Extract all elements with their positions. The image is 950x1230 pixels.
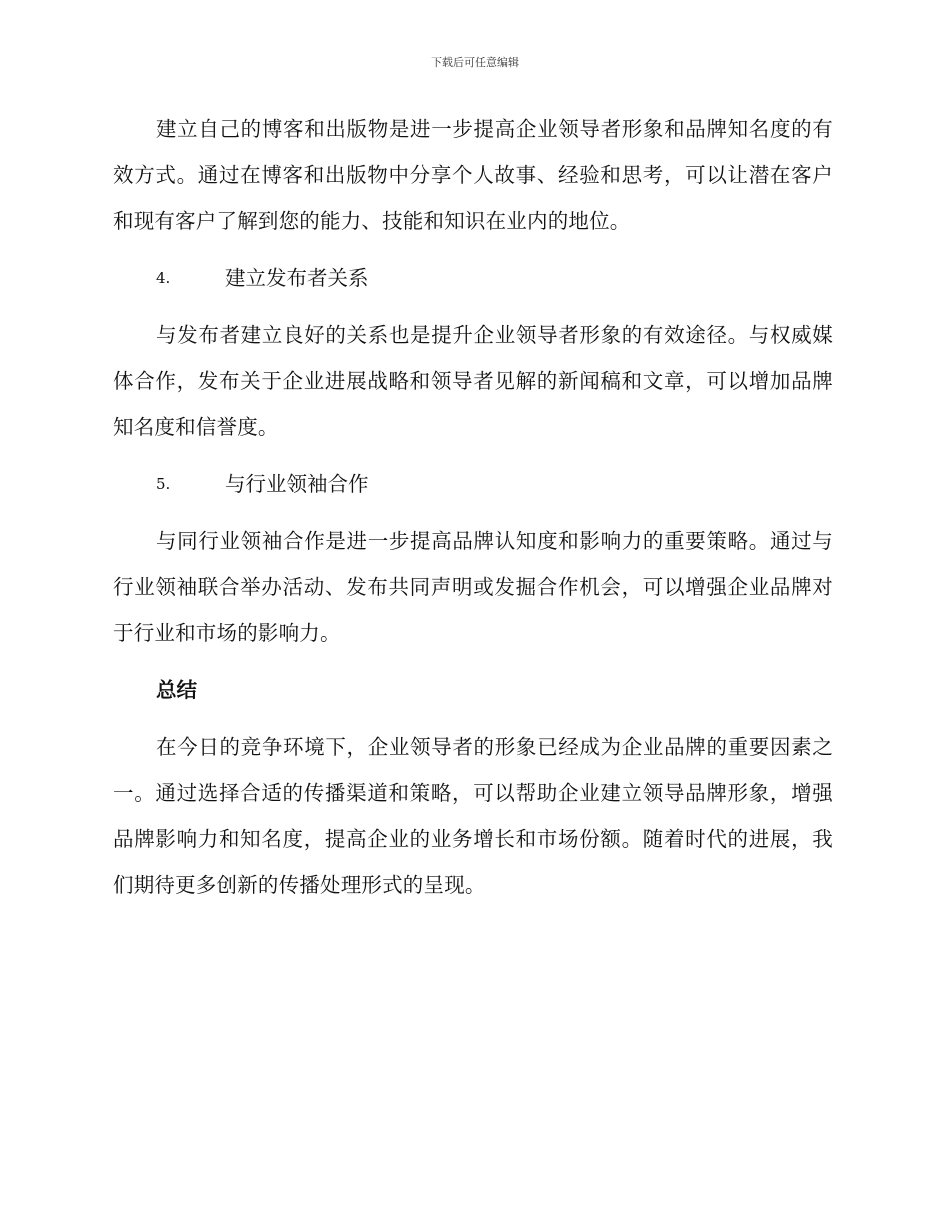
- paragraph-publisher: 与发布者建立良好的关系也是提升企业领导者形象的有效途径。与权威媒体合作，发布关于企业进展战略和领导者见解的新闻稿和文章，可以增加品牌知名度和信誉度。: [113, 323, 833, 439]
- list-number: 5.: [156, 475, 171, 493]
- paragraph-summary: 在今日的竞争环境下，企业领导者的形象已经成为企业品牌的重要因素之一。通过选择合适的传播渠道和策略，可以帮助企业建立领导品牌形象，增强品牌影响力和知名度，提高企业的业务增长和市场份额。随着时代的进展，我们期待更多创新的传播处理形式的呈现。: [113, 735, 833, 897]
- summary-heading: 总结: [156, 678, 197, 702]
- document-body: [113, 106, 833, 919]
- list-item-5: [113, 461, 833, 507]
- list-item-title: 与行业领袖合作: [225, 472, 369, 496]
- paragraph-industry-leaders: 与同行业领袖合作是进一步提高品牌认知度和影响力的重要策略。通过与行业领袖联合举办活动、发布共同声明或发掘合作机会，可以增强企业品牌对于行业和市场的影响力。: [113, 529, 833, 645]
- list-item-4: [113, 255, 833, 301]
- paragraph-blog: 建立自己的博客和出版物是进一步提高企业领导者形象和品牌知名度的有效方式。通过在博客和出版物中分享个人故事、经验和思考，可以让潜在客户和现有客户了解到您的能力、技能和知识在业内的地位。: [113, 117, 833, 233]
- list-number: 4.: [156, 269, 171, 287]
- list-item-title: 建立发布者关系: [225, 266, 369, 290]
- page-header: 下载后可任意编辑: [431, 56, 519, 69]
